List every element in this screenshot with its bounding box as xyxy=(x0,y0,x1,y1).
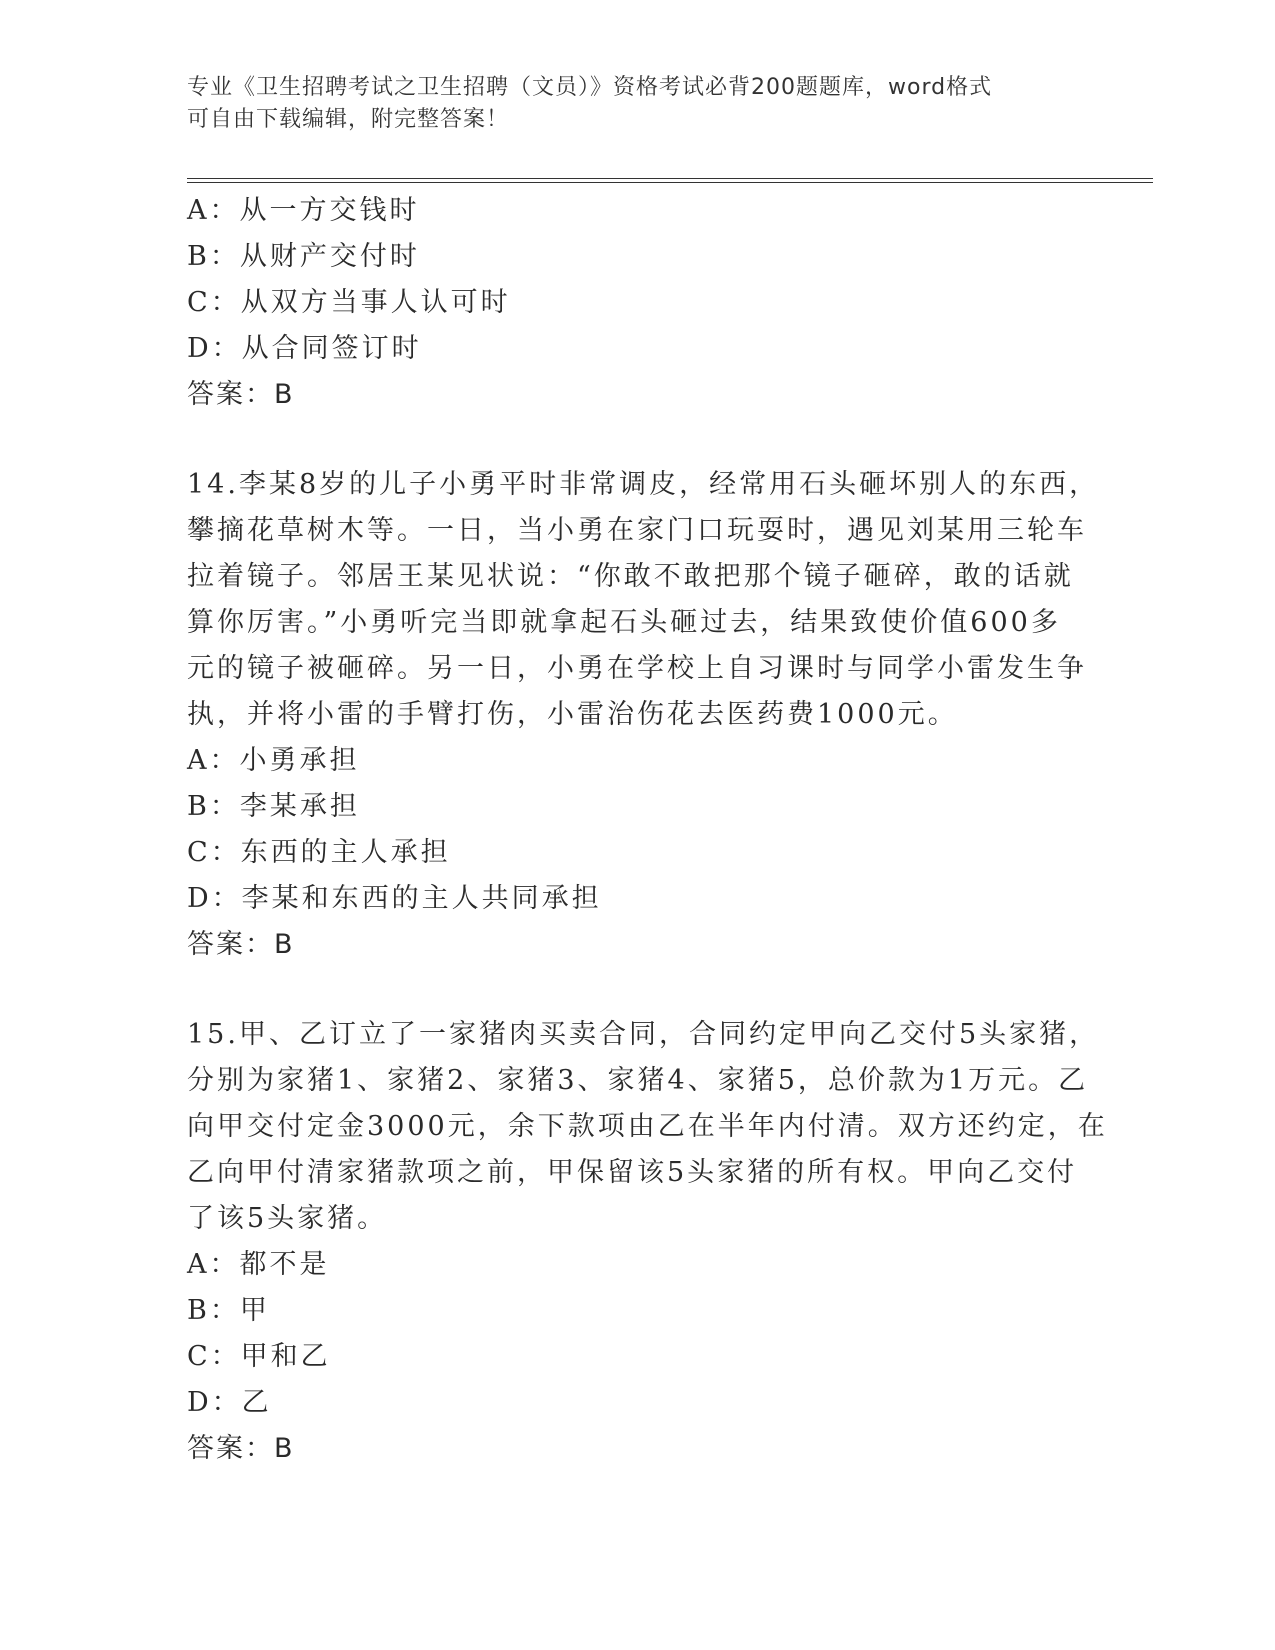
spacer xyxy=(187,418,1087,462)
answer: 答案：B xyxy=(187,1433,295,1464)
option-d: D：乙 xyxy=(187,1387,272,1418)
question-stem-line: 乙向甲付清家猪款项之前，甲保留该5头家猪的所有权。甲向乙交付 xyxy=(187,1157,1078,1188)
question-stem-line: 攀摘花草树木等。一日，当小勇在家门口玩耍时，遇见刘某用三轮车 xyxy=(187,515,1087,546)
question-stem-line: 算你厉害。”小勇听完当即就拿起石头砸过去，结果致使价值600多 xyxy=(187,607,1061,638)
question-13 xyxy=(187,188,1087,418)
option-a: A：小勇承担 xyxy=(187,745,360,776)
option-b: B：从财产交付时 xyxy=(187,241,420,272)
header-divider-bottom xyxy=(187,182,1153,183)
option-a: A：都不是 xyxy=(187,1249,330,1280)
header-divider-top xyxy=(187,178,1153,179)
option-d: D：李某和东西的主人共同承担 xyxy=(187,883,602,914)
option-b: B：甲 xyxy=(187,1295,270,1326)
question-stem-line: 14.李某8岁的儿子小勇平时非常调皮，经常用石头砸坏别人的东西， xyxy=(187,469,1100,500)
answer: 答案：B xyxy=(187,379,295,410)
question-stem-line: 向甲交付定金3000元，余下款项由乙在半年内付清。双方还约定，在 xyxy=(187,1111,1108,1142)
option-c: C：甲和乙 xyxy=(187,1341,331,1372)
option-d: D：从合同签订时 xyxy=(187,333,422,364)
question-stem-line: 执，并将小雷的手臂打伤，小雷治伤花去医药费1000元。 xyxy=(187,699,958,730)
header-line-2: 可自由下载编辑，附完整答案！ xyxy=(187,107,510,132)
document-header xyxy=(187,72,1067,136)
question-stem-line: 分别为家猪1、家猪2、家猪3、家猪4、家猪5，总价款为1万元。乙 xyxy=(187,1065,1089,1096)
spacer xyxy=(187,968,1087,1012)
question-stem-line: 元的镜子被砸碎。另一日，小勇在学校上自习课时与同学小雷发生争 xyxy=(187,653,1087,684)
question-stem-line: 拉着镜子。邻居王某见状说：“你敢不敢把那个镜子砸碎，敢的话就 xyxy=(187,561,1074,592)
option-a: A：从一方交钱时 xyxy=(187,195,420,226)
answer: 答案：B xyxy=(187,929,295,960)
question-stem-line: 了该5头家猪。 xyxy=(187,1203,388,1234)
question-14 xyxy=(187,462,1100,968)
question-15 xyxy=(187,1012,1108,1472)
header-line-1: 专业《卫生招聘考试之卫生招聘（文员）》资格考试必背200题题库，word格式 xyxy=(187,75,993,100)
question-content xyxy=(187,188,1108,1472)
option-b: B：李某承担 xyxy=(187,791,360,822)
question-stem-line: 15.甲、乙订立了一家猪肉买卖合同，合同约定甲向乙交付5头家猪， xyxy=(187,1019,1100,1050)
option-c: C：从双方当事人认可时 xyxy=(187,287,511,318)
option-c: C：东西的主人承担 xyxy=(187,837,451,868)
